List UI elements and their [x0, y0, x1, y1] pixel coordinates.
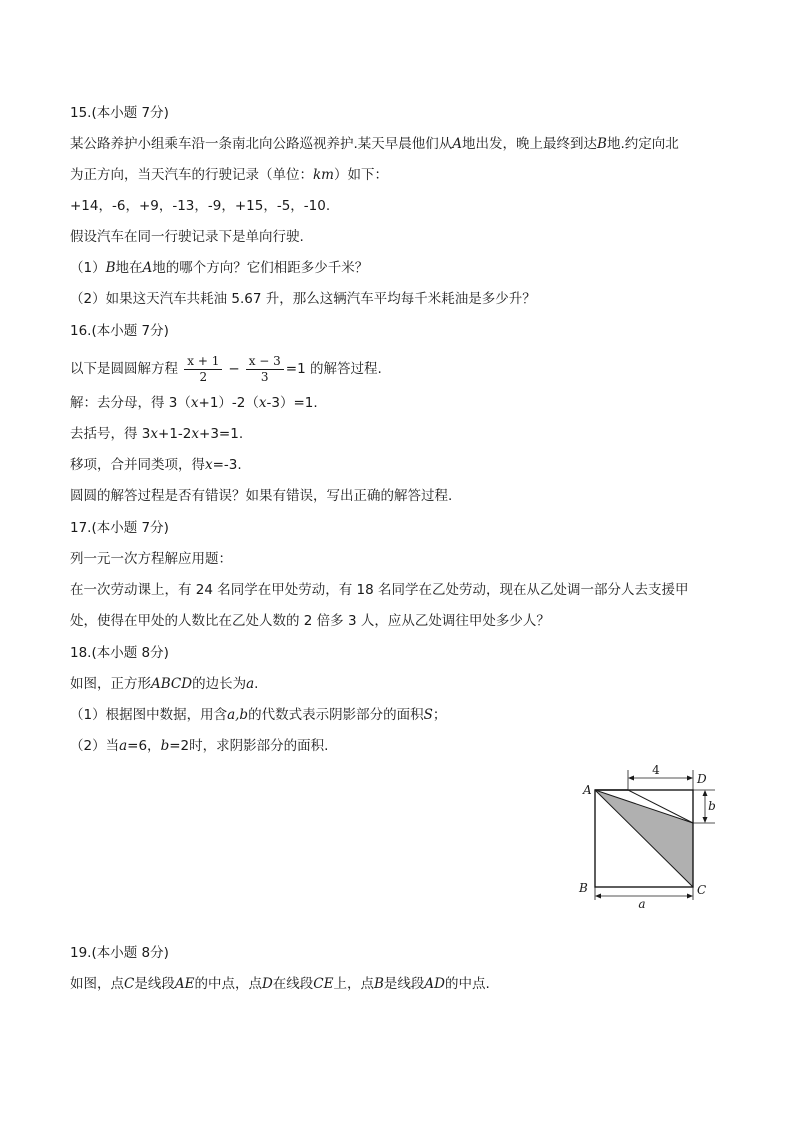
q19-body [70, 975, 490, 993]
q16-fraction-2 [246, 354, 284, 385]
q16-intro-text-a: 以下是圆圆解方程 [70, 361, 178, 377]
q16-fraction-1-numerator: x + 1 [184, 354, 222, 370]
q19-text-g: 的中点. [444, 976, 490, 992]
dim-bottom-arrow-left [595, 894, 601, 899]
q18-intro-text-c: . [254, 676, 259, 692]
q18-square-name: ABCD [151, 676, 193, 692]
square-figure [575, 762, 725, 912]
q15-intro-line2 [70, 166, 388, 184]
vertex-label-d: D [697, 772, 707, 786]
q19-point-c: C [124, 976, 135, 992]
vertex-label-a: A [583, 783, 592, 797]
q17-body-line2: 处，使得在甲处的人数比在乙处人数的 2 倍多 3 人，应从乙处调往甲处多少人？ [70, 613, 550, 629]
q18-intro [70, 675, 258, 693]
q18-var-a: a [246, 676, 255, 692]
q16-step2 [70, 425, 243, 443]
q18-part2-text-a: （2）当 [70, 738, 120, 754]
q15-unit-km: km [313, 167, 334, 183]
q16-header: 16.(本小题 7分) [70, 323, 169, 339]
q16-fraction-1 [184, 354, 222, 385]
q19-text-b: 是线段 [134, 976, 175, 992]
dim-side-label: b [708, 799, 716, 813]
q18-part1-vars: a,b [227, 707, 249, 723]
q16-step2-var-x2: x [191, 426, 200, 442]
dim-side-arrow-bottom [703, 817, 708, 823]
q15-intro-text-b: 地出发，晚上最终到达 [462, 136, 598, 152]
q16-step1-text-c: -3）=1. [266, 395, 318, 411]
q18-part2-var-b: b [160, 738, 170, 754]
q16-step1-var-x1: x [190, 395, 199, 411]
q16-step1-var-x2: x [258, 395, 267, 411]
q16-step2-text-c: +3=1. [199, 426, 244, 442]
q18-intro-text-b: 的边长为 [192, 676, 247, 692]
q18-header: 18.(本小题 8分) [70, 645, 169, 661]
q18-part2-var-a: a [119, 738, 128, 754]
q18-part1-var-s: S [423, 707, 433, 723]
q19-text-c: 的中点，点 [194, 976, 262, 992]
q19-text-e: 上，点 [333, 976, 374, 992]
q18-part2 [70, 737, 328, 755]
q19-text-f: 是线段 [383, 976, 425, 992]
q15-var-a: A [452, 136, 463, 152]
q16-step1-text-a: 解：去分母，得 3（ [70, 395, 191, 411]
q19-point-d: D [261, 976, 273, 992]
vertex-label-c: C [697, 883, 707, 897]
q15-intro-text-c: 地.约定向北 [606, 136, 679, 152]
q18-part1-text-b: 的代数式表示阴影部分的面积 [248, 707, 424, 723]
q16-step2-text-b: +1-2 [158, 426, 192, 442]
q19-text-a: 如图，点 [70, 976, 124, 992]
q15-assumption: 假设汽车在同一行驶记录下是单向行驶. [70, 229, 304, 245]
q19-point-b: B [373, 976, 384, 992]
q16-step1-text-b: +1）-2（ [198, 395, 259, 411]
q16-minus-sign: − [228, 361, 240, 377]
q16-intro [70, 352, 382, 386]
q15-part1-text-a: （1） [70, 260, 106, 276]
q16-step3-var-x: x [205, 457, 213, 473]
dim-top-arrow-right [687, 776, 693, 781]
q18-intro-text-a: 如图，正方形 [70, 676, 151, 692]
q16-intro-text-b: =1 的解答过程. [285, 361, 382, 377]
q16-question: 圆圆的解答过程是否有错误？如果有错误，写出正确的解答过程. [70, 488, 453, 504]
q17-intro: 列一元一次方程解应用题： [70, 551, 232, 567]
dim-top-arrow-left [628, 776, 634, 781]
q18-part1-text-a: （1）根据图中数据，用含 [70, 707, 228, 723]
q19-segment-ae: AE [174, 976, 195, 992]
q15-var-b: B [597, 136, 607, 152]
q16-step3-text-b: =-3. [212, 457, 242, 473]
q15-header: 15.(本小题 7分) [70, 105, 169, 121]
q15-intro2-text-b: ）如下： [333, 167, 388, 183]
q16-fraction-1-denominator: 2 [199, 369, 208, 384]
dim-top-label: 4 [652, 763, 660, 777]
q19-header: 19.(本小题 8分) [70, 945, 169, 961]
dim-bottom-label: a [638, 897, 646, 911]
q17-header: 17.(本小题 7分) [70, 520, 169, 536]
q15-part1-var-b: B [105, 260, 116, 276]
q17-body-line1: 在一次劳动课上，有 24 名同学在甲处劳动，有 18 名同学在乙处劳动，现在从乙处调一部分人去支援甲 [70, 582, 689, 598]
q15-part1 [70, 259, 368, 277]
vertex-label-b: B [579, 881, 588, 895]
q19-segment-ad: AD [424, 976, 445, 992]
dim-side-arrow-top [703, 790, 708, 796]
q16-fraction-2-denominator: 3 [260, 369, 269, 384]
q15-part1-text-c: 地的哪个方向？它们相距多少千米？ [152, 260, 369, 276]
q15-records: +14，-6，+9，-13，-9，+15，-5，-10. [70, 198, 331, 214]
q18-part1-text-c: ； [432, 707, 447, 723]
q19-segment-ce: CE [313, 976, 334, 992]
q19-text-d: 在线段 [272, 976, 314, 992]
q15-intro-line1 [70, 135, 679, 153]
q16-step2-var-x1: x [150, 426, 159, 442]
dim-bottom-arrow-right [687, 894, 693, 899]
q15-intro2-text-a: 为正方向，当天汽车的行驶记录（单位： [70, 167, 313, 183]
q18-part2-text-b: =6， [127, 738, 161, 754]
q18-part1 [70, 706, 446, 724]
q15-part1-var-a: A [142, 260, 153, 276]
q15-part1-text-b: 地在 [115, 260, 143, 276]
q15-intro-text-a: 某公路养护小组乘车沿一条南北向公路巡视养护.某天早晨他们从 [70, 136, 453, 152]
q16-step3 [70, 456, 242, 474]
q16-fraction-2-numerator: x − 3 [246, 354, 284, 370]
q16-step2-text-a: 去括号，得 3 [70, 426, 151, 442]
q16-step1 [70, 394, 318, 412]
q18-part2-text-c: =2时，求阴影部分的面积. [169, 738, 329, 754]
q15-part2: （2）如果这天汽车共耗油 5.67 升，那么这辆汽车平均每千米耗油是多少升？ [70, 291, 536, 307]
q16-step3-text-a: 移项，合并同类项，得 [70, 457, 205, 473]
shaded-region [595, 790, 693, 887]
